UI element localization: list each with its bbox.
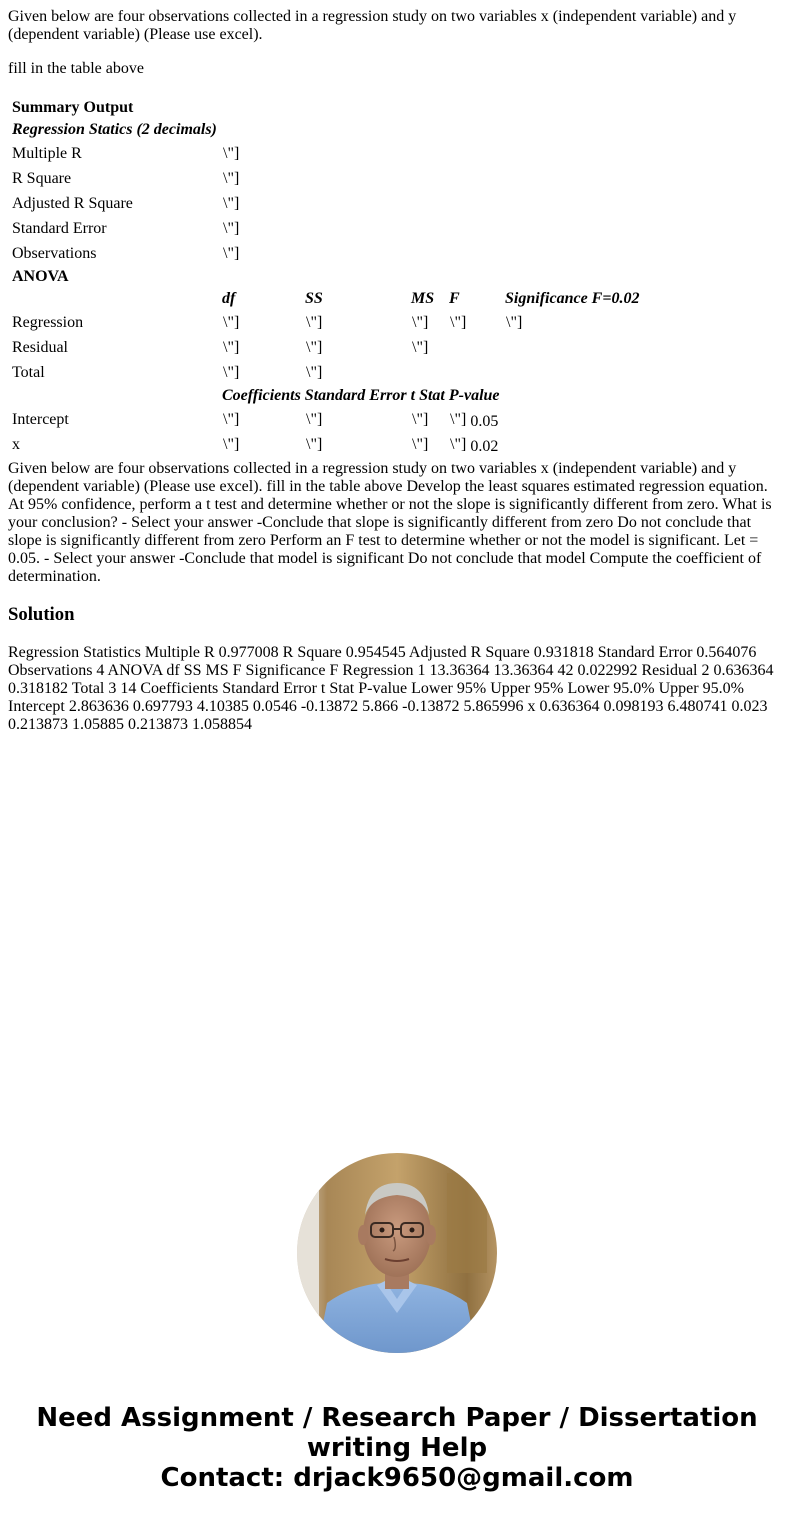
stat-label: Adjusted R Square xyxy=(12,194,133,212)
p-value: 0.05 xyxy=(470,412,499,430)
blank-cell: \"] xyxy=(223,144,240,162)
anova-header-f: F xyxy=(449,290,460,307)
anova-header-df: df xyxy=(222,290,236,307)
blank-cell: \"] xyxy=(223,169,240,187)
footer-banner xyxy=(0,1403,794,1493)
anova-title: ANOVA xyxy=(12,268,69,285)
anova-row-label: Total xyxy=(12,363,45,381)
summary-output-title: Summary Output xyxy=(12,99,134,116)
footer-contact-line: Contact: drjack9650@gmail.com xyxy=(160,1463,634,1493)
stat-label: R Square xyxy=(12,169,72,187)
author-photo xyxy=(297,1153,497,1353)
blank-cell: \"] xyxy=(412,435,429,453)
blank-cell: \"] xyxy=(412,338,429,356)
blank-cell: \"] xyxy=(306,435,323,453)
solution-text: Regression Statistics Multiple R 0.977008 R Square 0.954545 Adjusted R Square 0.931818 Standard Error 0.564076 Observations 4 ANOVA df SS MS F Significance F Regression 1 13.36364 13.36364 42 0.022992 Residual 2 0.636364 0.318182 Total 3 14 Coefficients Standard Error t Stat P-value Lower 95% Upper 95% Lower 95.0% Upper 95.0% Intercept 2.863636 0.697793 4.10385 0.0546 -0.13872 5.866 -0.13872 5.865996 x 0.636364 0.098193 6.480741 0.023 0.213873 1.05885 0.213873 1.058854 xyxy=(8,644,774,733)
blank-cell: \"] xyxy=(306,363,323,381)
avatar xyxy=(297,1153,497,1353)
blank-cell: \"] xyxy=(223,313,240,331)
stat-label: Standard Error xyxy=(12,219,107,237)
blank-cell: \"] xyxy=(450,313,467,331)
document xyxy=(0,0,794,734)
blank-cell: \"] xyxy=(223,219,240,237)
solution-heading: Solution xyxy=(8,604,75,625)
blank-cell: \"] xyxy=(223,435,240,453)
anova-row-label: Residual xyxy=(12,338,68,356)
anova-row-label: Regression xyxy=(12,313,84,331)
anova-header-ms: MS xyxy=(411,290,435,307)
summary-output-table xyxy=(9,96,648,458)
blank-cell: \"] xyxy=(450,435,467,453)
coefficients-header: Coefficients Standard Error t Stat P-value xyxy=(222,387,500,404)
blank-cell: \"] xyxy=(223,194,240,212)
regression-statics-title: Regression Statics (2 decimals) xyxy=(12,121,217,138)
intro-text: Given below are four observations collected in a regression study on two variables x (independent variable) and y (dependent variable) (Please use excel). xyxy=(8,8,737,43)
p-value: 0.02 xyxy=(470,437,499,455)
anova-header-significance: Significance F=0.02 xyxy=(505,290,640,307)
stat-label: Multiple R xyxy=(12,144,82,162)
blank-cell: \"] xyxy=(412,313,429,331)
blank-cell: \"] xyxy=(223,244,240,262)
blank-cell: \"] xyxy=(223,338,240,356)
blank-cell: \"] xyxy=(506,313,523,331)
fill-note: fill in the table above xyxy=(8,60,144,77)
stat-label: Observations xyxy=(12,244,97,262)
footer-help-line: Need Assignment / Research Paper / Dissertation writing Help xyxy=(36,1403,758,1463)
blank-cell: \"] xyxy=(306,410,323,428)
question-text: Given below are four observations collected in a regression study on two variables x (independent variable) and y (dependent variable) (Please use excel). fill in the table above Develop the least squares estimated regression equation. At 95% confidence, perform a t test and determine whether or not the slope is significantly different from zero. What is your conclusion? - Select your answer -Conclude that slope is significantly different from zero Do not conclude that slope is significantly different from zero Perform an F test to determine whether or not the model is significant. Let = 0.05. - Select your answer -Conclude that model is significant Do not conclude that model Compute the coefficient of determination. xyxy=(8,460,772,585)
anova-header-ss: SS xyxy=(305,290,323,307)
blank-cell: \"] xyxy=(223,363,240,381)
coef-row-label: Intercept xyxy=(12,410,69,428)
blank-cell: \"] xyxy=(450,410,467,428)
blank-cell: \"] xyxy=(223,410,240,428)
blank-cell: \"] xyxy=(306,338,323,356)
blank-cell: \"] xyxy=(306,313,323,331)
coef-row-label: x xyxy=(12,435,20,453)
blank-cell: \"] xyxy=(412,410,429,428)
